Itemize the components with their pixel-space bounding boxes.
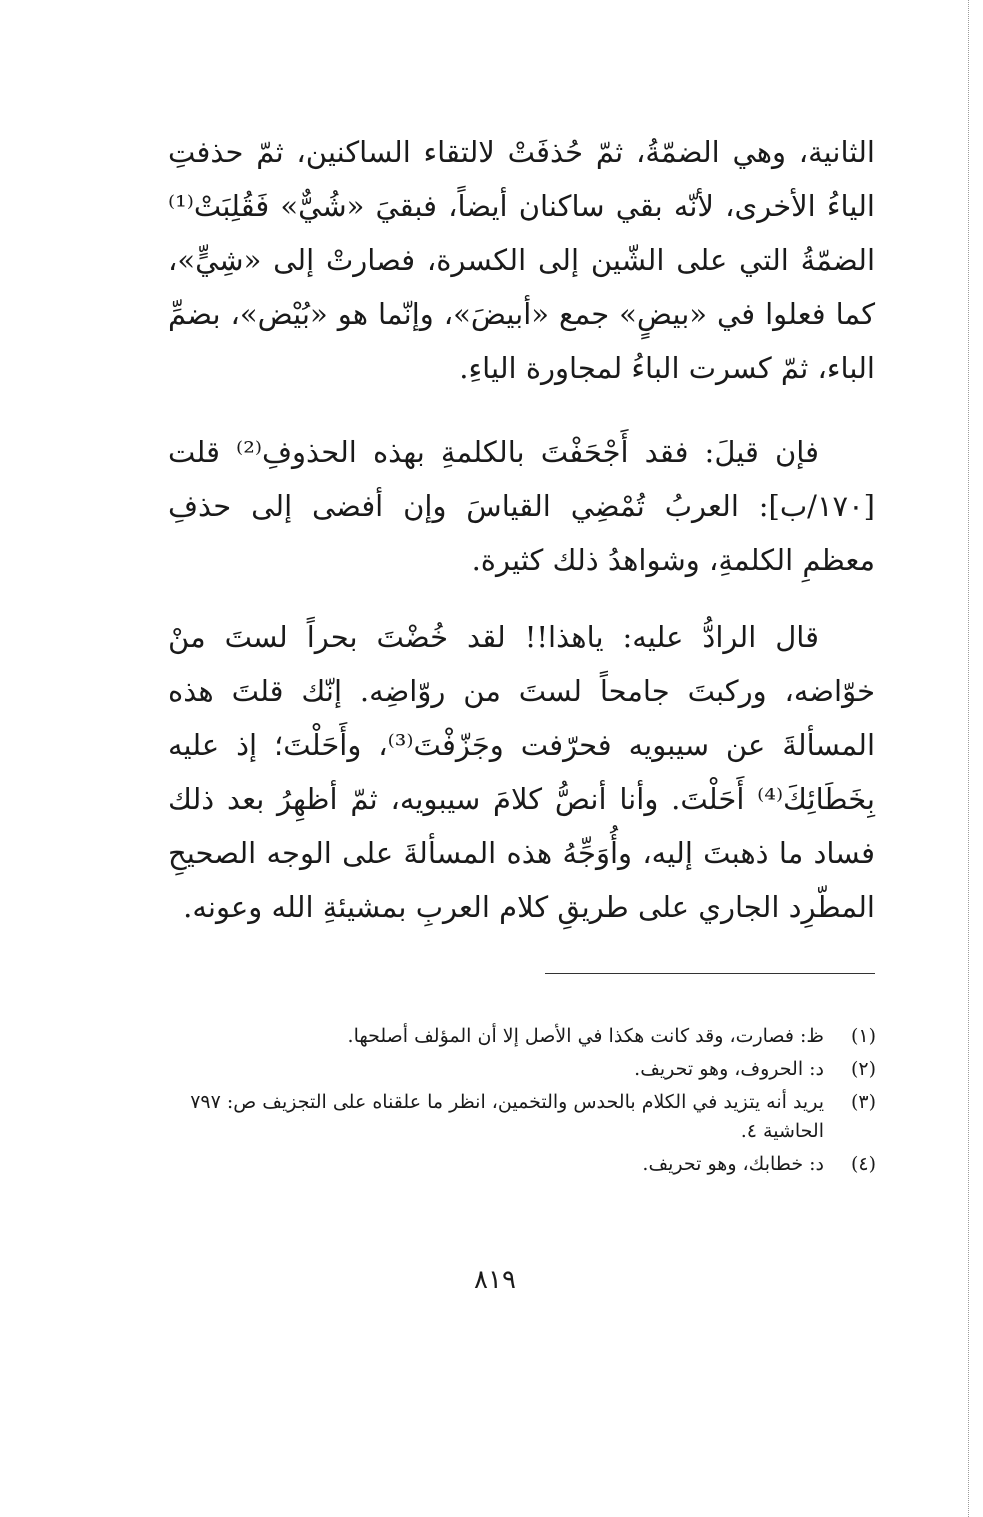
footnote-2 xyxy=(160,1055,876,1084)
paragraph-2: فإن قيلَ: فقد أَجْحَفْتَ بالكلمةِ بهذه الحذوفِ⁽²⁾ قلت [١٧٠/ب]: العربُ تُمْضِي القياسَ وإن أفضى إلى حذفِ معظمِ الكلمةِ، وشواهدُ ذلك كثيرة. xyxy=(168,435,875,577)
footnotes-list xyxy=(160,1022,876,1183)
footnote-text: ظ: فصارت، وقد كانت هكذا في الأصل إلا أن المؤلف أصلحها. xyxy=(347,1025,824,1047)
footnote-number: (٢) xyxy=(850,1058,876,1080)
scan-edge-line xyxy=(968,0,969,1517)
paragraph-3: قال الرادُّ عليه: ياهذا!! لقد خُضْتَ بحراً لستَ منْ خوّاضه، وركبتَ جامحاً لستَ من روّاضِه. إنّك قلتَ هذه المسألةَ عن سيبويه فحرّفت وجَزّفْتَ⁽³⁾، وأَحَلْتَ؛ إذ عليه بِخَطَائِكَ⁽⁴⁾ أَحَلْتَ. وأنا أنصُّ كلامَ سيبويه، ثمّ أظهِرُ بعد ذلك فساد ما ذهبتَ إليه، وأُوَجِّهُ هذه المسألةَ على الوجه الصحيحِ المطّرِد الجاري على طريقِ كلام العربِ بمشيئةِ الله وعونه. xyxy=(168,620,875,924)
footnote-text: د: خطابك، وهو تحريف. xyxy=(642,1153,824,1175)
footnote-text: يريد أنه يتزيد في الكلام بالحدس والتخمين، انظر ما علقناه على التجزيف ص: ٧٩٧ الحاشية ٤. xyxy=(190,1091,824,1142)
footnote-1 xyxy=(160,1022,876,1051)
paragraph-1: الثانية، وهي الضمّةُ، ثمّ حُذفَتْ لالتقاء الساكنين، ثمّ حذفتِ الياءُ الأخرى، لأنّه بقي ساكنان أيضاً، فبقيَ «شُيٌّ» فَقُلِبَتْ⁽¹⁾ الضمّةُ التي على الشّين إلى الكسرة، فصارتْ إلى «شِيٍّ»، كما فعلوا في «بيضٍ» جمع «أبيضَ»، وإنّما هو «بُيْض»، بضمِّ الباء، ثمّ كسرت الباءُ لمجاورة الياءِ. xyxy=(168,135,875,385)
footnote-number: (٤) xyxy=(850,1153,876,1175)
footnote-number: (٣) xyxy=(850,1091,876,1113)
footnote-separator xyxy=(545,973,875,974)
footnote-3 xyxy=(160,1088,876,1146)
footnote-text: د: الحروف، وهو تحريف. xyxy=(634,1058,824,1080)
footnote-4 xyxy=(160,1150,876,1179)
footnote-number: (١) xyxy=(850,1025,876,1047)
page-number: ٨١٩ xyxy=(474,1265,516,1295)
